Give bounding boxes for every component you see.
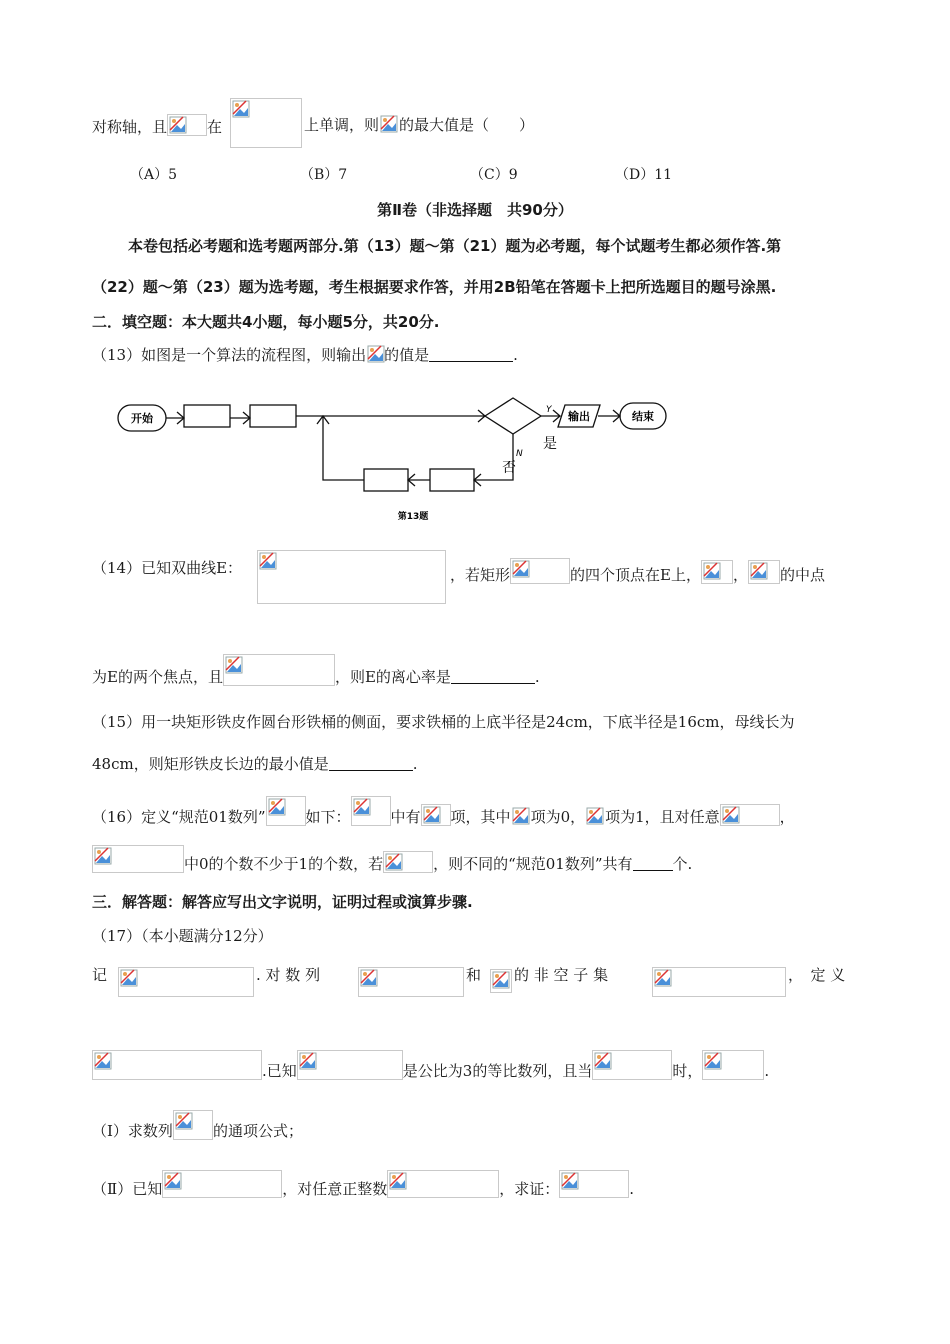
flow-output-label: 输出 — [568, 410, 590, 423]
broken-image-icon — [367, 345, 385, 363]
section-intro-2: （22）题～第（23）题为选考题，考生根据要求作答，并用2B铅笔在答题卡上把所选题目的题号涂黑. — [92, 278, 777, 296]
flow-yes-mark: Y — [546, 405, 552, 415]
answer-blank — [329, 770, 413, 771]
broken-image-icon — [654, 969, 672, 987]
q17-part-1: （Ⅰ）求数列 的通项公式； — [92, 1110, 303, 1141]
formula-image — [92, 845, 184, 873]
flow-box-2 — [250, 405, 296, 427]
broken-image-icon — [492, 971, 510, 989]
choice-c: （C）9 — [470, 167, 518, 183]
flow-no-label: 否 — [502, 460, 516, 476]
q17-text-b: . 对 数 列 — [256, 966, 321, 984]
flow-box-4 — [430, 469, 474, 491]
formula-image — [421, 804, 451, 826]
answer-blank — [451, 683, 535, 684]
formula-image — [592, 1050, 672, 1080]
broken-image-icon — [94, 847, 112, 865]
q15-line-1: （15）用一块矩形铁皮作圆台形铁桶的侧面，要求铁桶的上底半径是24cm，下底半径是16cm，母线长为 — [92, 713, 795, 731]
flow-box-1 — [184, 405, 230, 427]
formula-image — [118, 967, 254, 997]
formula-image — [510, 558, 570, 584]
flow-yes-label: 是 — [543, 436, 557, 452]
answer-blank — [633, 870, 673, 871]
broken-image-icon — [594, 1052, 612, 1070]
formula-image — [701, 560, 733, 584]
formula-image — [257, 550, 446, 604]
broken-image-icon — [380, 115, 398, 133]
formula-image — [511, 806, 531, 826]
q17-part-2: （Ⅱ）已知 ，对任意正整数 ，求证： . — [92, 1170, 634, 1199]
flow-start-label: 开始 — [131, 412, 153, 425]
q14-text-a: （14）已知双曲线E： — [92, 559, 243, 577]
broken-image-icon — [423, 806, 441, 824]
flowchart — [110, 390, 680, 530]
formula-image — [173, 1110, 213, 1140]
flow-caption: 第13题 — [397, 512, 429, 522]
broken-image-icon — [225, 656, 243, 674]
broken-image-icon — [561, 1172, 579, 1190]
broken-image-icon — [512, 560, 530, 578]
formula-image — [92, 1050, 262, 1080]
formula-image — [585, 806, 605, 826]
flow-no-mark: N — [516, 449, 523, 459]
section-intro-1: 本卷包括必考题和选考题两部分.第（13）题～第（21）题为必考题，每个试题考生都必须作答.第 — [128, 237, 782, 255]
broken-image-icon — [299, 1052, 317, 1070]
broken-image-icon — [385, 853, 403, 871]
formula-image — [351, 796, 391, 826]
broken-image-icon — [164, 1172, 182, 1190]
broken-image-icon — [259, 552, 277, 570]
q14-line-a: ，若矩形 的四个顶点在E上， ， 的中点 — [450, 558, 825, 585]
q17-title: （17）（本小题满分12分） — [92, 927, 273, 945]
broken-image-icon — [722, 806, 740, 824]
broken-image-icon — [389, 1172, 407, 1190]
formula-image — [748, 560, 780, 584]
formula-image — [379, 114, 399, 134]
q16-line-b: 中0的个数不少于1的个数，若 ，则不同的“规范01数列”共有 个. — [92, 845, 692, 874]
q17-text-d: 的 非 空 子 集 — [514, 966, 609, 984]
flow-end-label: 结束 — [632, 410, 654, 423]
broken-image-icon — [704, 1052, 722, 1070]
formula-image — [366, 344, 384, 364]
formula-image — [230, 98, 302, 148]
solve-header: 三．解答题：解答应写出文字说明，证明过程或演算步骤. — [92, 893, 473, 911]
broken-image-icon — [232, 100, 250, 118]
q16-line-a: （16）定义“规范01数列” 如下： 中有 项，其中 项为0， 项为1，且对任意 ， — [92, 796, 795, 827]
broken-image-icon — [750, 562, 768, 580]
q12-tail-line: 对称轴，且 在 — [92, 114, 222, 137]
broken-image-icon — [120, 969, 138, 987]
q17-text-a: 记 — [92, 966, 108, 984]
q17-text-c: 和 — [466, 966, 482, 984]
formula-image — [652, 967, 786, 997]
formula-image — [383, 851, 433, 873]
flow-decision — [485, 398, 541, 434]
broken-image-icon — [94, 1052, 112, 1070]
q17-line-2: .已知 是公比为3的等比数列，且当 时， . — [92, 1050, 769, 1081]
q13-line: （13）如图是一个算法的流程图，则输出 的值是 . — [92, 346, 518, 364]
q14-line-b: 为E的两个焦点，且 ，则E的离心率是 . — [92, 654, 540, 687]
choice-b: （B）7 — [300, 167, 348, 183]
answer-blank — [429, 361, 513, 362]
formula-image — [162, 1170, 282, 1198]
formula-image — [266, 796, 306, 826]
broken-image-icon — [353, 798, 371, 816]
formula-image — [387, 1170, 499, 1198]
broken-image-icon — [586, 807, 604, 825]
fill-header: 二．填空题：本大题共4小题，每小题5分，共20分. — [92, 313, 440, 331]
broken-image-icon — [175, 1112, 193, 1130]
q15-line-2: 48cm，则矩形铁皮长边的最小值是 . — [92, 755, 418, 773]
formula-image — [297, 1050, 403, 1080]
formula-image — [490, 969, 512, 993]
broken-image-icon — [512, 807, 530, 825]
choice-d: （D）11 — [615, 167, 673, 183]
broken-image-icon — [703, 562, 721, 580]
formula-image — [559, 1170, 629, 1198]
flow-box-3 — [364, 469, 408, 491]
broken-image-icon — [268, 798, 286, 816]
q17-text-e: ， 定 义 — [788, 966, 846, 984]
formula-image — [358, 967, 464, 997]
broken-image-icon — [169, 116, 187, 134]
formula-image — [702, 1050, 764, 1080]
formula-image — [223, 654, 335, 686]
formula-image — [167, 114, 207, 136]
broken-image-icon — [360, 969, 378, 987]
q12-tail-line-2: 上单调，则 的最大值是（ ） — [304, 116, 535, 134]
section-title: 第Ⅱ卷（非选择题 共90分） — [377, 201, 573, 219]
choice-a: （A）5 — [130, 167, 178, 183]
formula-image — [720, 804, 780, 826]
